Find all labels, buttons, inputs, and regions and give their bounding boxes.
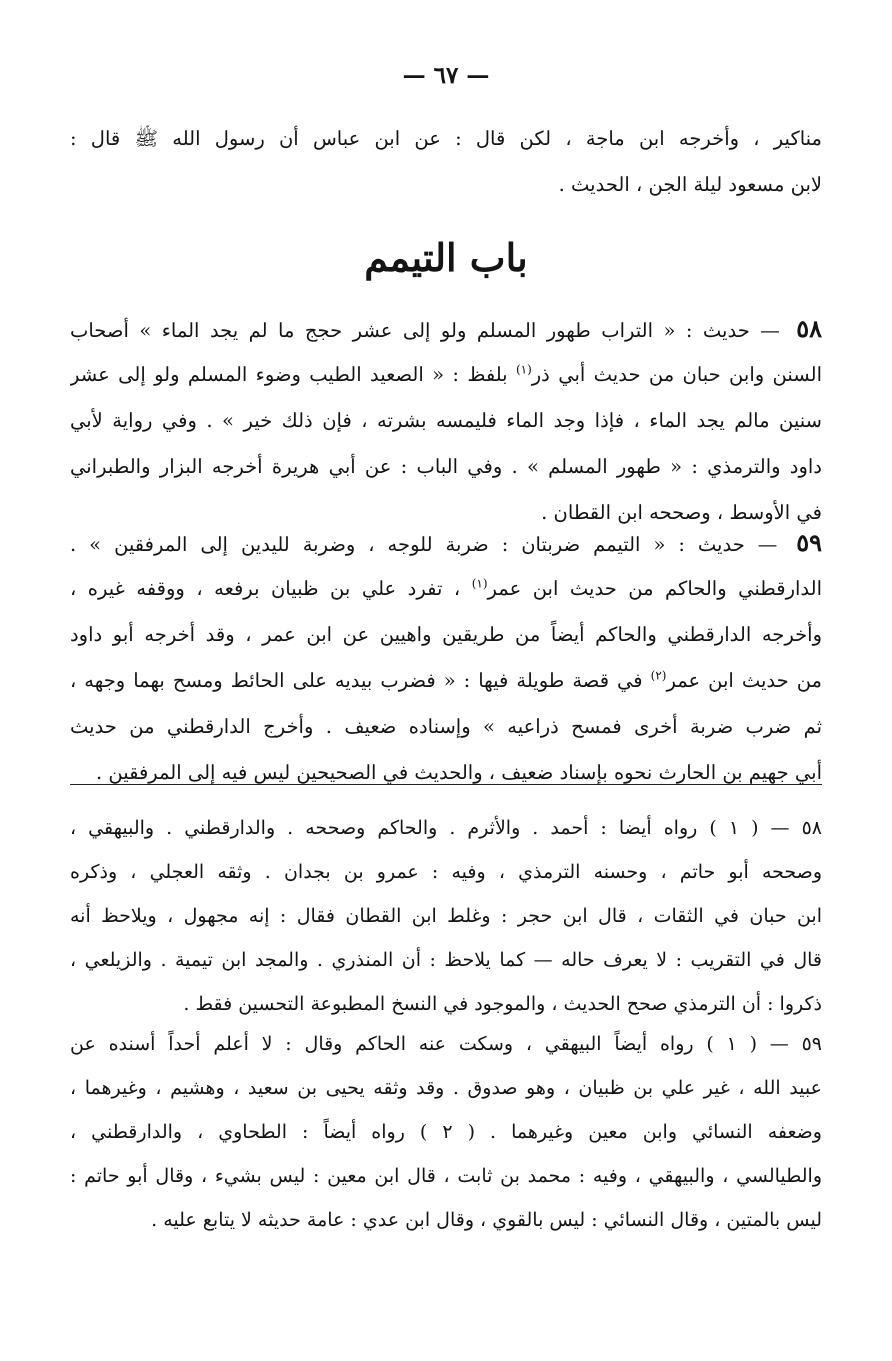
hadith-text: الدارقطني والحاكم من حديث ابن عمر (487, 577, 822, 600)
footnote-line: وصححه أبو حاتم ، وحسنه الترمذي ، وفيه : عمرو بن بجدان . وثقه العجلي ، وذكره (70, 861, 822, 883)
footnote-marker: (١) (515, 362, 532, 377)
hadith-line (70, 352, 822, 398)
footnote-marker: (٢) (650, 668, 667, 683)
hadith-line: سنين مالم يجد الماء ، فإذا وجد الماء فليمسه بشرته ، فإن ذلك خير » . وفي رواية لأبي (70, 409, 822, 432)
hadith-line: أبي جهيم بن الحارث نحوه بإسناد ضعيف ، والحديث في الصحيحين ليس فيه إلى المرفقين . (95, 761, 822, 784)
hadith-line: في الأوسط ، وصححه ابن القطان . (541, 501, 822, 524)
hadith-59 (70, 520, 822, 796)
footnote-line: ٥٩ — ( ١ ) رواه أيضاً البيهقي ، وسكت عنه الحاكم وقال : لا أعلم أحداً أسنده عن (70, 1033, 822, 1055)
footnote-58 (70, 806, 822, 1026)
footnote-line: ذكروا : أن الترمذي صحح الحديث ، والموجود في النسخ المطبوعة التحسين فقط . (183, 993, 822, 1015)
footnote-line: ٥٨ — ( ١ ) رواه أيضا : أحمد . والأثرم . والحاكم وصححه . والدارقطني . والبيهقي ، (70, 817, 822, 839)
chapter-heading: باب التيمم (364, 235, 528, 280)
footnote-line: ليس بالمتين ، وقال النسائي : ليس بالقوي ، وقال ابن عدي : عامة حديثه لا يتابع عليه . (151, 1209, 822, 1231)
page-number: — ٦٧ — (402, 62, 490, 89)
hadith-number: ٥٨ (796, 314, 822, 343)
hadith-line: وأخرجه الدارقطني والحاكم أيضاً من طريقين واهيين عن ابن عمر ، وقد أخرجه أبو داود (70, 623, 822, 646)
footnote-line: والطيالسي ، والبيهقي ، وفيه : محمد بن ثابت ، قال ابن معين : ليس بشيء ، وقال أبو حاتم : (70, 1165, 822, 1187)
hadith-text: بلفظ : « الصعيد الطيب وضوء المسلم ولو إلى عشر (70, 363, 508, 386)
hadith-line (70, 658, 822, 704)
hadith-text: السنن وابن حبان من حديث أبي ذر (531, 363, 822, 386)
hadith-line (70, 306, 822, 352)
hadith-58 (70, 306, 822, 536)
hadith-line (70, 566, 822, 612)
hadith-line (70, 520, 822, 566)
intro-line: مناكير ، وأخرجه ابن ماجة ، لكن قال : عن ابن عباس أن رسول الله ﷺ قال : (70, 127, 822, 150)
footnote-line: ابن حبان في الثقات ، قال ابن حجر : وغلط ابن القطان فقال : إنه مجهول ، ويلاحظ أنه (70, 905, 822, 927)
intro-line: لابن مسعود ليلة الجن ، الحديث . (558, 173, 822, 196)
footnote-marker: (١) (471, 576, 488, 591)
hadith-line: ثم ضرب ضربة أخرى فمسح ذراعيه » وإسناده ضعيف . وأخرج الدارقطني من حديث (70, 715, 822, 738)
hadith-text: من حديث ابن عمر (666, 669, 822, 692)
footnote-line: عبيد الله ، غير علي بن ظبيان ، وهو صدوق . وقد وثقه يحيى بن سعيد ، وهشيم ، وغيرهما ، (70, 1077, 822, 1099)
footnote-line: وضعفه النسائي وابن معين وغيرهما . ( ٢ ) رواه أيضاً : الطحاوي ، والدارقطني ، (70, 1121, 822, 1143)
hadith-text: — حديث : « التيمم ضربتان : ضربة للوجه ، وضربة لليدين إلى المرفقين » . (70, 533, 778, 556)
hadith-text: — حديث : « التراب طهور المسلم ولو إلى عشر حجج ما لم يجد الماء » أصحاب (70, 319, 780, 342)
intro-text (70, 116, 822, 208)
footnote-59 (70, 1022, 822, 1242)
footnote-divider (70, 784, 822, 785)
hadith-text: ، تفرد علي بن ظبيان برفعه ، ووقفه غيره ، (70, 577, 461, 600)
footnote-line: قال في التقريب : لا يعرف حاله — كما يلاحظ : أن المنذري . والمجد ابن تيمية . والزيلعي ، (70, 949, 822, 971)
hadith-line: داود والترمذي : « طهور المسلم » . وفي الباب : عن أبي هريرة أخرجه البزار والطبراني (70, 455, 822, 478)
hadith-number: ٥٩ (796, 528, 822, 557)
hadith-text: في قصة طويلة فيها : « فضرب بيديه على الحائط ومسح بهما وجهه ، (70, 669, 643, 692)
